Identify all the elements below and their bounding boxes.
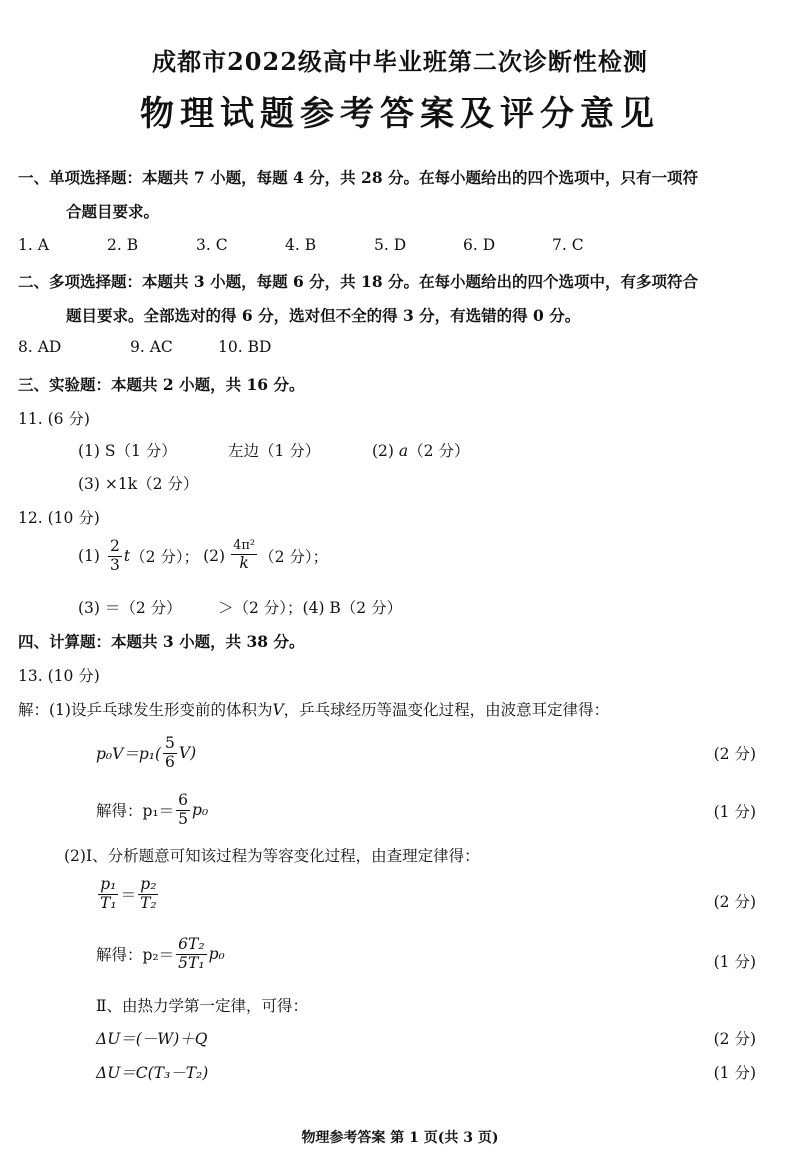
- q13-eq2-left: [98, 876, 119, 913]
- answer-3: 3. C: [196, 236, 228, 254]
- q13-res2-tail: p₀: [208, 945, 225, 964]
- section2-heading-line2: 题目要求。全部选对的得 6 分，选对但不全的得 3 分，有选错的得 0 分。: [66, 306, 581, 325]
- q13-eq1: [96, 735, 196, 772]
- q13-res1-num: 6: [178, 791, 189, 809]
- q13-res2-den: 5T₁: [178, 953, 205, 972]
- q13-eq2-right: [138, 876, 159, 913]
- q13-intro-var: V: [272, 701, 284, 719]
- q13-res1-den: 5: [178, 809, 189, 828]
- q13-eq1-den: 6: [165, 752, 175, 771]
- q13-eq3: ΔU＝(－W)＋Q: [96, 1030, 208, 1048]
- q12-part3: (3) ＝（2 分）: [78, 599, 182, 617]
- page-footer: 物理参考答案 第 1 页(共 3 页): [301, 1130, 499, 1146]
- answer-7: 7. C: [552, 236, 584, 254]
- q11-part3: (3) ×1k（2 分）: [78, 475, 199, 493]
- q13-eq1-score: (2 分): [713, 745, 756, 763]
- q13-result2: [96, 936, 225, 973]
- q12-p2-label: (2): [203, 547, 226, 566]
- q13-eq2-score: (2 分): [713, 893, 756, 911]
- q12-label: 12. (10 分): [18, 509, 100, 527]
- section2-heading-line1: 二、多项选择题：本题共 3 小题，每题 6 分，共 18 分。在每小题给出的四个选项中，有多项符合: [18, 272, 699, 291]
- q13-eq2-equals: ＝: [120, 886, 137, 905]
- q13-eq2-right-den: T₂: [140, 893, 157, 912]
- q13-eq1-num: 5: [165, 734, 175, 752]
- q12-p1-score: （2 分）；: [130, 548, 200, 567]
- q13-part2b-intro: Ⅱ、由热力学第一定律，可得：: [96, 997, 309, 1015]
- q13-eq1-tail: V): [178, 744, 197, 763]
- section3-heading: 三、实验题：本题共 2 小题，共 16 分。: [18, 375, 305, 394]
- answer-9: 9. AC: [130, 338, 173, 356]
- answer-4: 4. B: [285, 236, 317, 254]
- q13-eq2-left-den: T₁: [100, 893, 117, 912]
- answer-6: 6. D: [463, 236, 496, 254]
- title-line2: 物理试题参考答案及评分意见: [140, 94, 660, 134]
- answer-1: 1. A: [18, 236, 49, 254]
- q13-eq2-left-num: p₁: [100, 875, 117, 893]
- section4-heading: 四、计算题：本题共 3 小题，共 38 分。: [18, 632, 305, 651]
- q13-part2-intro: (2)Ⅰ、分析题意可知该过程为等容变化过程，由查理定律得：: [64, 847, 480, 865]
- title-line1: 成都市2022级高中毕业班第二次诊断性检测: [152, 47, 648, 76]
- answer-5: 5. D: [374, 236, 407, 254]
- q12-p1-label: (1): [78, 547, 100, 566]
- q11-part2-score: （2 分）: [408, 442, 470, 460]
- q13-eq2: [96, 876, 161, 913]
- q12-p2-score: （2 分）；: [259, 548, 329, 567]
- q13-eq2-right-num: p₂: [140, 875, 157, 893]
- q13-res2-fraction: [176, 936, 206, 973]
- q13-eq1-lhs: p₀V＝p₁(: [96, 745, 162, 764]
- q13-eq1-fraction: [163, 735, 177, 772]
- q12-p1-var: t: [123, 547, 131, 566]
- q11-part1-b: 左边（1 分）: [228, 442, 321, 460]
- q12-part3-b: ＞（2 分）；(4) B（2 分）: [218, 599, 403, 617]
- q13-res1-tail: p₀: [192, 801, 209, 820]
- q13-solution-intro: [18, 698, 609, 720]
- q11-part2-label: (2): [372, 442, 394, 460]
- section2-answers: [18, 338, 307, 356]
- q12-p2-den: k: [239, 554, 249, 573]
- q12-p1-den: 3: [109, 555, 120, 574]
- section1-answers: [18, 236, 641, 254]
- q12-line1: [78, 538, 328, 575]
- q12-p1-num: 2: [109, 537, 120, 555]
- q13-res1-score: (1 分): [713, 803, 756, 821]
- answer-2: 2. B: [107, 236, 139, 254]
- q13-res2-num: 6T₂: [178, 935, 205, 953]
- q13-intro-text: 解：(1)设乒乓球发生形变前的体积为: [18, 701, 273, 719]
- answer-8: 8. AD: [18, 338, 62, 356]
- q13-res1-fraction: [176, 792, 190, 829]
- section1-heading-line2: 合题目要求。: [66, 202, 160, 221]
- q12-p1-fraction: [108, 538, 122, 575]
- section1-heading-line1: 一、单项选择题：本题共 7 小题，每题 4 分，共 28 分。在每小题给出的四个选项中，只有一项符: [18, 168, 699, 187]
- q11-part2: [372, 439, 469, 461]
- q13-res2-prefix: 解得：p₂＝: [96, 946, 175, 965]
- q11-part2-var: a: [398, 442, 409, 460]
- q13-result1: [96, 792, 208, 829]
- q13-intro-rest: ，乒乓球经历等温变化过程，由波意耳定律得：: [283, 701, 610, 719]
- q11-part1: (1) S（1 分）: [78, 442, 177, 460]
- q13-eq4: ΔU＝C(T₃－T₂): [96, 1064, 209, 1082]
- q13-res1-prefix: 解得：p₁＝: [96, 802, 175, 821]
- q13-eq3-score: (2 分): [713, 1030, 756, 1048]
- q13-eq4-score: (1 分): [713, 1064, 756, 1082]
- q12-p2-num: 4π²: [233, 538, 256, 554]
- q12-p2-fraction: [231, 539, 257, 573]
- q11-label: 11. (6 分): [18, 410, 90, 428]
- q13-label: 13. (10 分): [18, 667, 100, 685]
- q13-res2-score: (1 分): [713, 953, 756, 971]
- answer-10: 10. BD: [218, 338, 272, 356]
